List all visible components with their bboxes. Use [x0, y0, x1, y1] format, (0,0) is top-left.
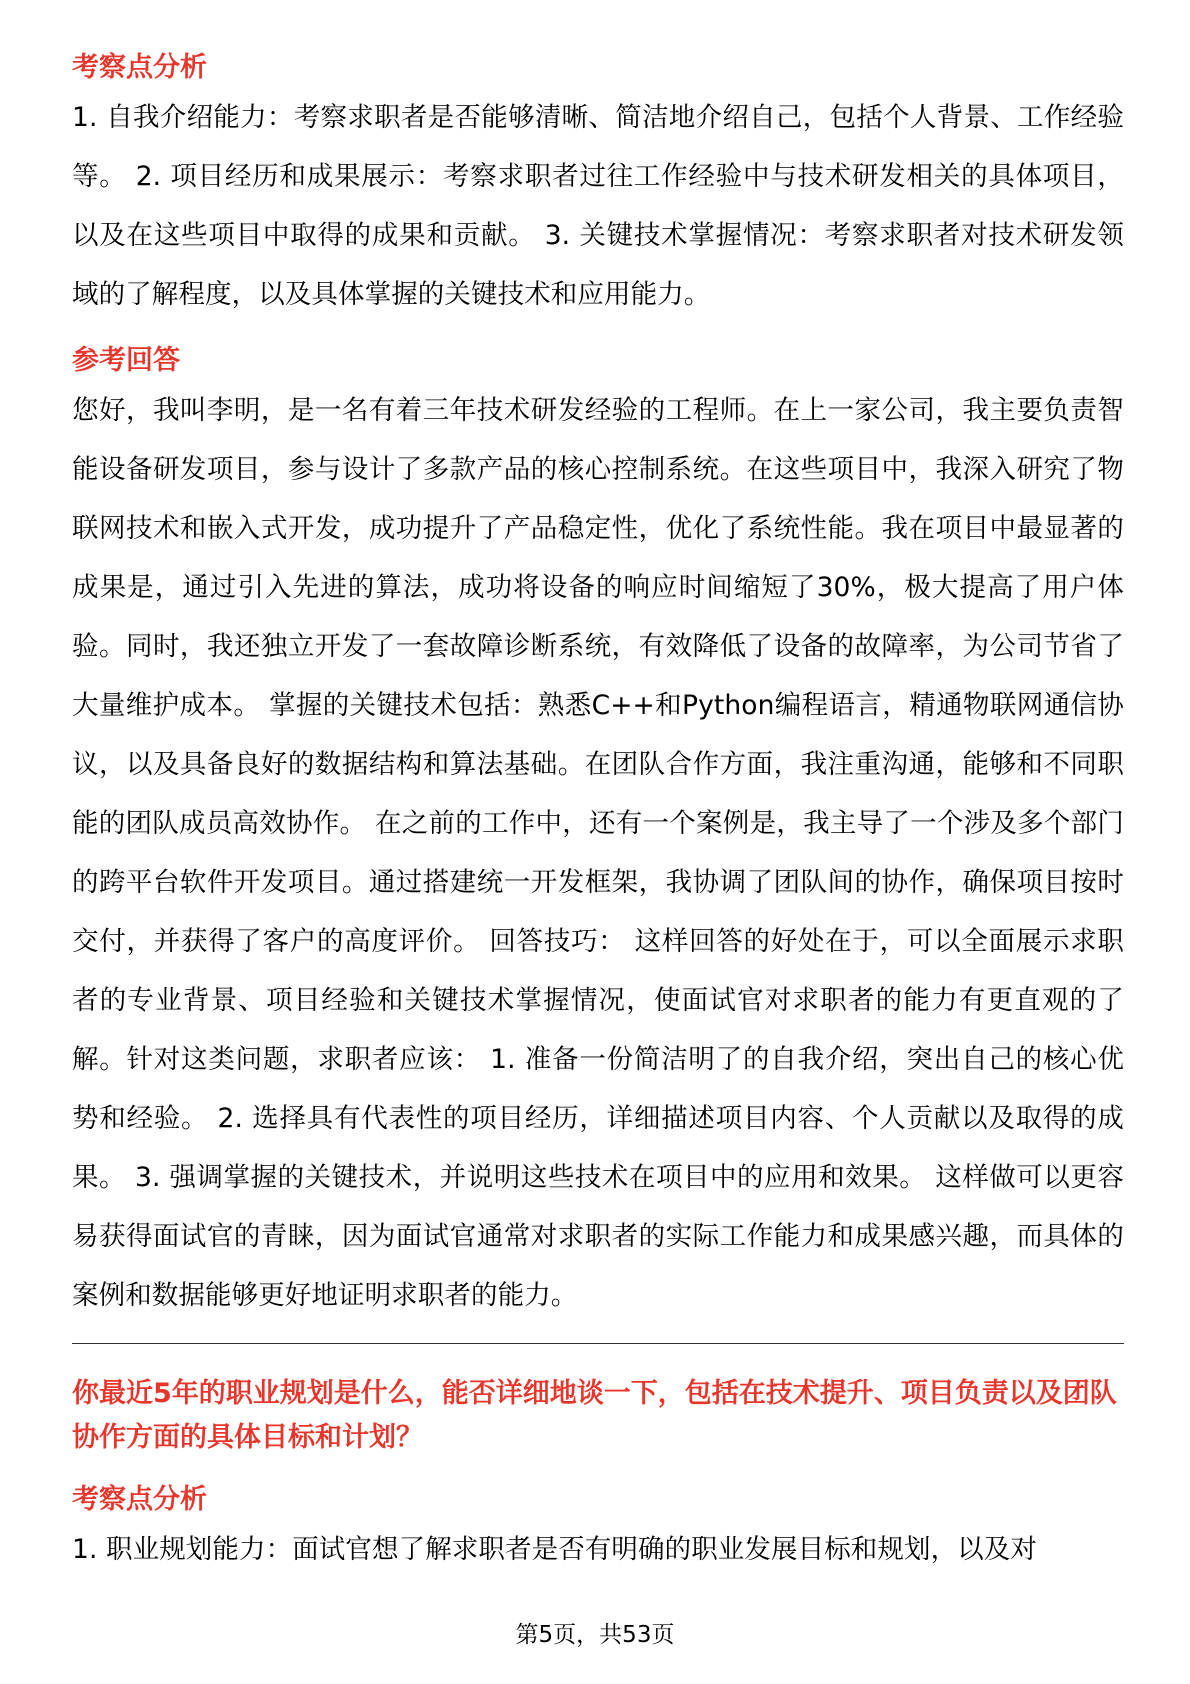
section-heading-reference-answer: 参考回答 — [72, 345, 180, 376]
section-heading-analysis-2: 考察点分析 — [72, 1484, 207, 1515]
section-heading-analysis: 考察点分析 — [72, 52, 207, 83]
section-divider — [72, 1343, 1124, 1344]
page-number-footer: 第5页，共53页 — [515, 1622, 675, 1648]
reference-answer-paragraph: 您好，我叫李明，是一名有着三年技术研发经验的工程师。在上一家公司，我主要负责智能设备研发项目，参与设计了多款产品的核心控制系统。在这些项目中，我深入研究了物联网技术和嵌入式开发，成功提升了产品稳定性，优化了系统性能。我在项目中最显著的成果是，通过引入先进的算法，成功将设备的响应时间缩短了30%，极大提高了用户体验。同时，我还独立开发了一套故障诊断系统，有效降低了设备的故障率，为公司节省了大量维护成本。 掌握的关键技术包括：熟悉C++和Python编程语言，精通物联网通信协议，以及具备良好的数据结构和算法基础。在团队合作方面，我注重沟通，能够和不同职能的团队成员高效协作。 在之前的工作中，还有一个案例是，我主导了一个涉及多个部门的跨平台软件开发项目。通过搭建统一开发框架，我协调了团队间的协作，确保项目按时交付，并获得了客户的高度评价。 回答技巧： 这样回答的好处在于，可以全面展示求职者的专业背景、项目经验和关键技术掌握情况，使面试官对求职者的能力有更直观的了解。针对这类问题，求职者应该： 1. 准备一份简洁明了的自我介绍，突出自己的核心优势和经验。 2. 选择具有代表性的项目经历，详细描述项目内容、个人贡献以及取得的成果。 3. 强调掌握的关键技术，并说明这些技术在项目中的应用和效果。 这样做可以更容易获得面试官的青睐，因为面试官通常对求职者的实际工作能力和成果感兴趣，而具体的案例和数据能够更好地证明求职者的能力。 — [72, 395, 1124, 1311]
question-heading: 你最近5年的职业规划是什么，能否详细地谈一下，包括在技术提升、项目负责以及团队协作方面的具体目标和计划？ — [72, 1378, 1117, 1453]
analysis-paragraph: 1. 自我介绍能力：考察求职者是否能够清晰、简洁地介绍自己，包括个人背景、工作经验等。 2. 项目经历和成果展示：考察求职者过往工作经验中与技术研发相关的具体项目，以及在这些项目中取得的成果和贡献。 3. 关键技术掌握情况：考察求职者对技术研发领域的了解程度，以及具体掌握的关键技术和应用能力。 — [72, 102, 1124, 310]
analysis-paragraph-2: 1. 职业规划能力：面试官想了解求职者是否有明确的职业发展目标和规划，以及对 — [72, 1534, 1038, 1565]
document-page — [72, 48, 1124, 1579]
